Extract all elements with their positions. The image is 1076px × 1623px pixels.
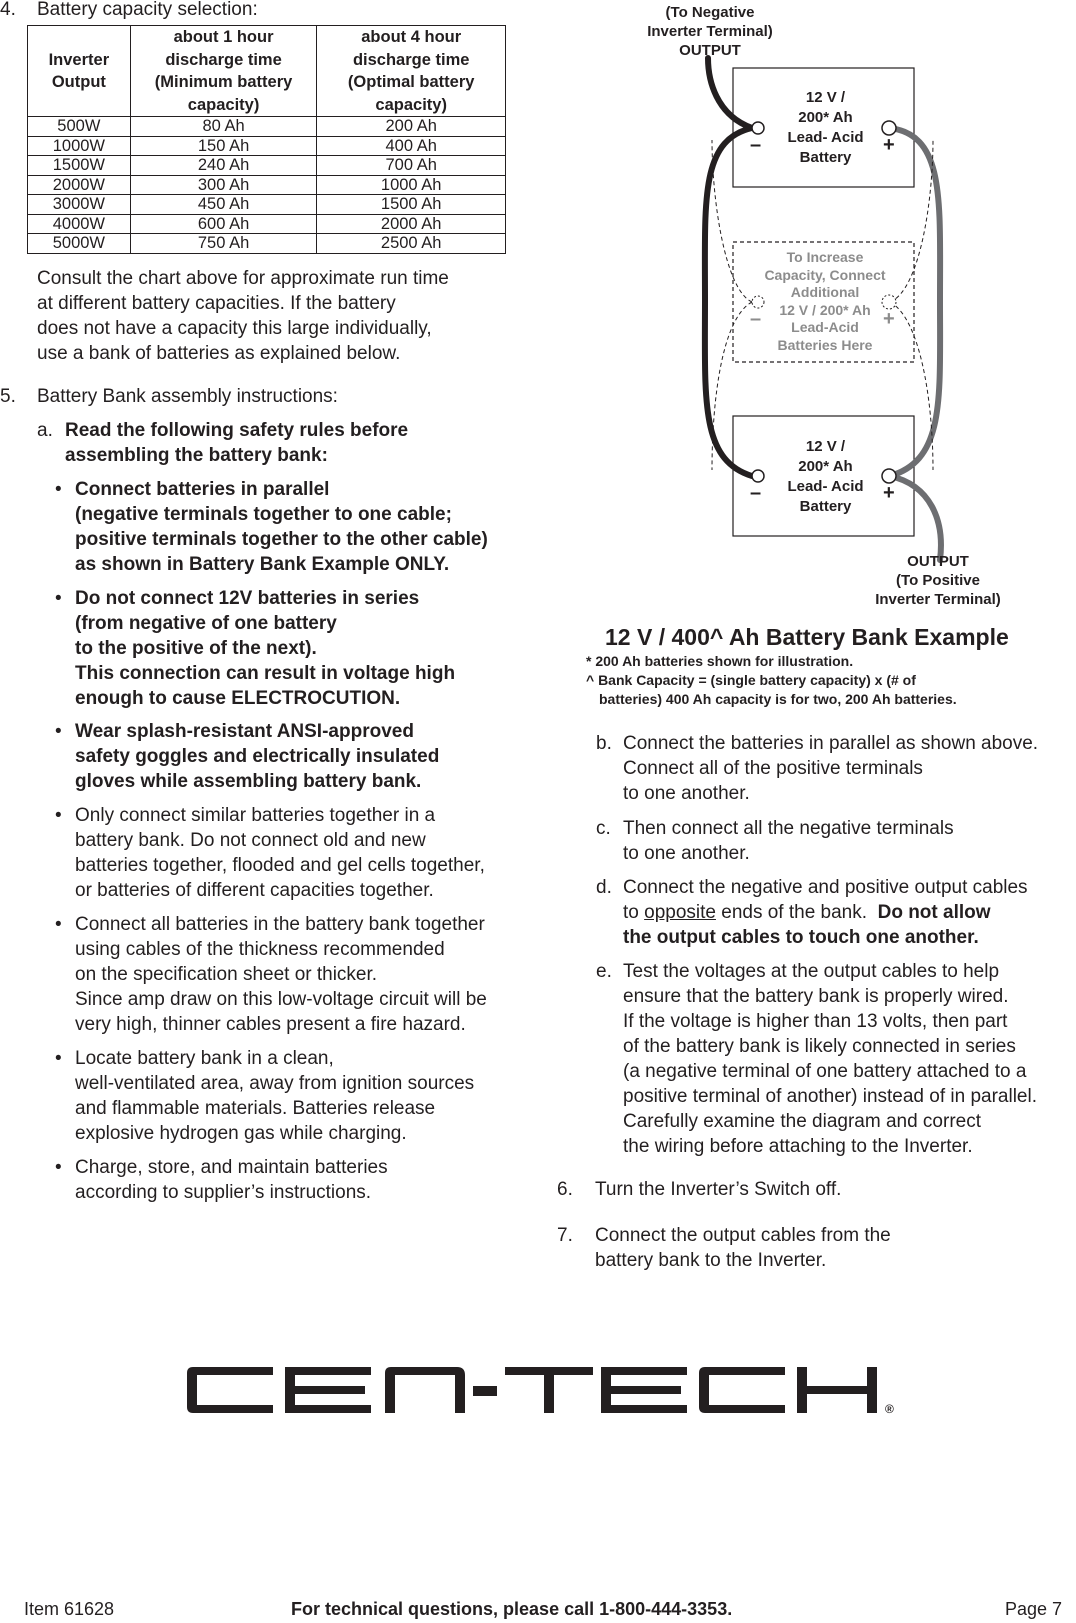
ghost-battery-label: To Increase Capacity, Connect Additional 12 V / 200* Ah Lead-Acid Batteries Here (764, 249, 886, 353)
registered-mark: ® (885, 1402, 894, 1416)
table-row: 3000W 450 Ah 1500 Ah (28, 195, 506, 215)
footer-item-number: Item 61628 (24, 1599, 115, 1619)
header-4-hour: about 4 hour discharge time (Optimal battery capacity) (317, 26, 506, 117)
table-row: 1500W 240 Ah 700 Ah (28, 156, 506, 176)
step-a-letter: a. (37, 420, 53, 441)
top-negative-terminal (752, 122, 764, 134)
caption-note-asterisk: * 200 Ah batteries shown for illustration. (586, 653, 854, 669)
battery-top-label: 12 V / 200* Ah Lead- Acid Battery (787, 89, 864, 166)
header-inverter-output: Inverter Output (28, 26, 131, 117)
minus-sign-ghost: – (750, 308, 762, 330)
table-row: 4000W 600 Ah 2000 Ah (28, 214, 506, 234)
top-positive-terminal (882, 121, 896, 135)
battery-bank-diagram (0, 0, 1076, 640)
bottom-positive-terminal (882, 469, 896, 483)
item-4-number: 4. (0, 0, 16, 20)
table-row: 500W 80 Ah 200 Ah (28, 117, 506, 137)
item-4-title: Battery capacity selection: (37, 0, 258, 20)
battery-bottom-label: 12 V / 200* Ah Lead- Acid Battery (787, 438, 864, 515)
item-5-number: 5. (0, 386, 16, 407)
item-5-title: Battery Bank assembly instructions: (37, 386, 338, 407)
plus-sign-bottom: + (883, 482, 895, 504)
minus-sign-bottom: – (750, 482, 762, 504)
table-row: 2000W 300 Ah 1000 Ah (28, 175, 506, 195)
caption-note-caret-2: batteries) 400 Ah capacity is for two, 200 Ah batteries. (599, 691, 957, 707)
plus-sign-top: + (883, 134, 895, 156)
cen-tech-logo (185, 1365, 905, 1423)
table-row: 1000W 150 Ah 400 Ah (28, 136, 506, 156)
header-1-hour: about 1 hour discharge time (Minimum battery capacity) (130, 26, 317, 117)
bottom-negative-terminal (752, 470, 764, 482)
diagram-caption-title: 12 V / 400^ Ah Battery Bank Example (605, 624, 1009, 650)
caption-note-caret-1: ^ Bank Capacity = (single battery capacity) x (# of (586, 672, 916, 688)
positive-link-cable (890, 128, 940, 476)
step-a-text: Read the following safety rules before assembling the battery bank: (65, 420, 409, 466)
footer-tech-support: For technical questions, please call 1-800-444-3353. (291, 1599, 733, 1619)
negative-link-cable (705, 128, 752, 476)
positive-output-label: OUTPUT (To Positive Inverter Terminal) (875, 553, 1001, 608)
minus-sign-top: – (750, 134, 762, 156)
plus-sign-ghost: + (883, 308, 895, 330)
consult-paragraph: Consult the chart above for approximate run time at different battery capacities. If the battery does not have a capacity this large individually, use a bank of batteries as explained below. (37, 268, 449, 364)
table-row: 5000W 750 Ah 2500 Ah (28, 234, 506, 254)
negative-output-label: (To Negative Inverter Terminal) OUTPUT (647, 4, 773, 59)
footer-page-number: Page 7 (1005, 1599, 1063, 1619)
positive-output-cable (890, 476, 941, 560)
